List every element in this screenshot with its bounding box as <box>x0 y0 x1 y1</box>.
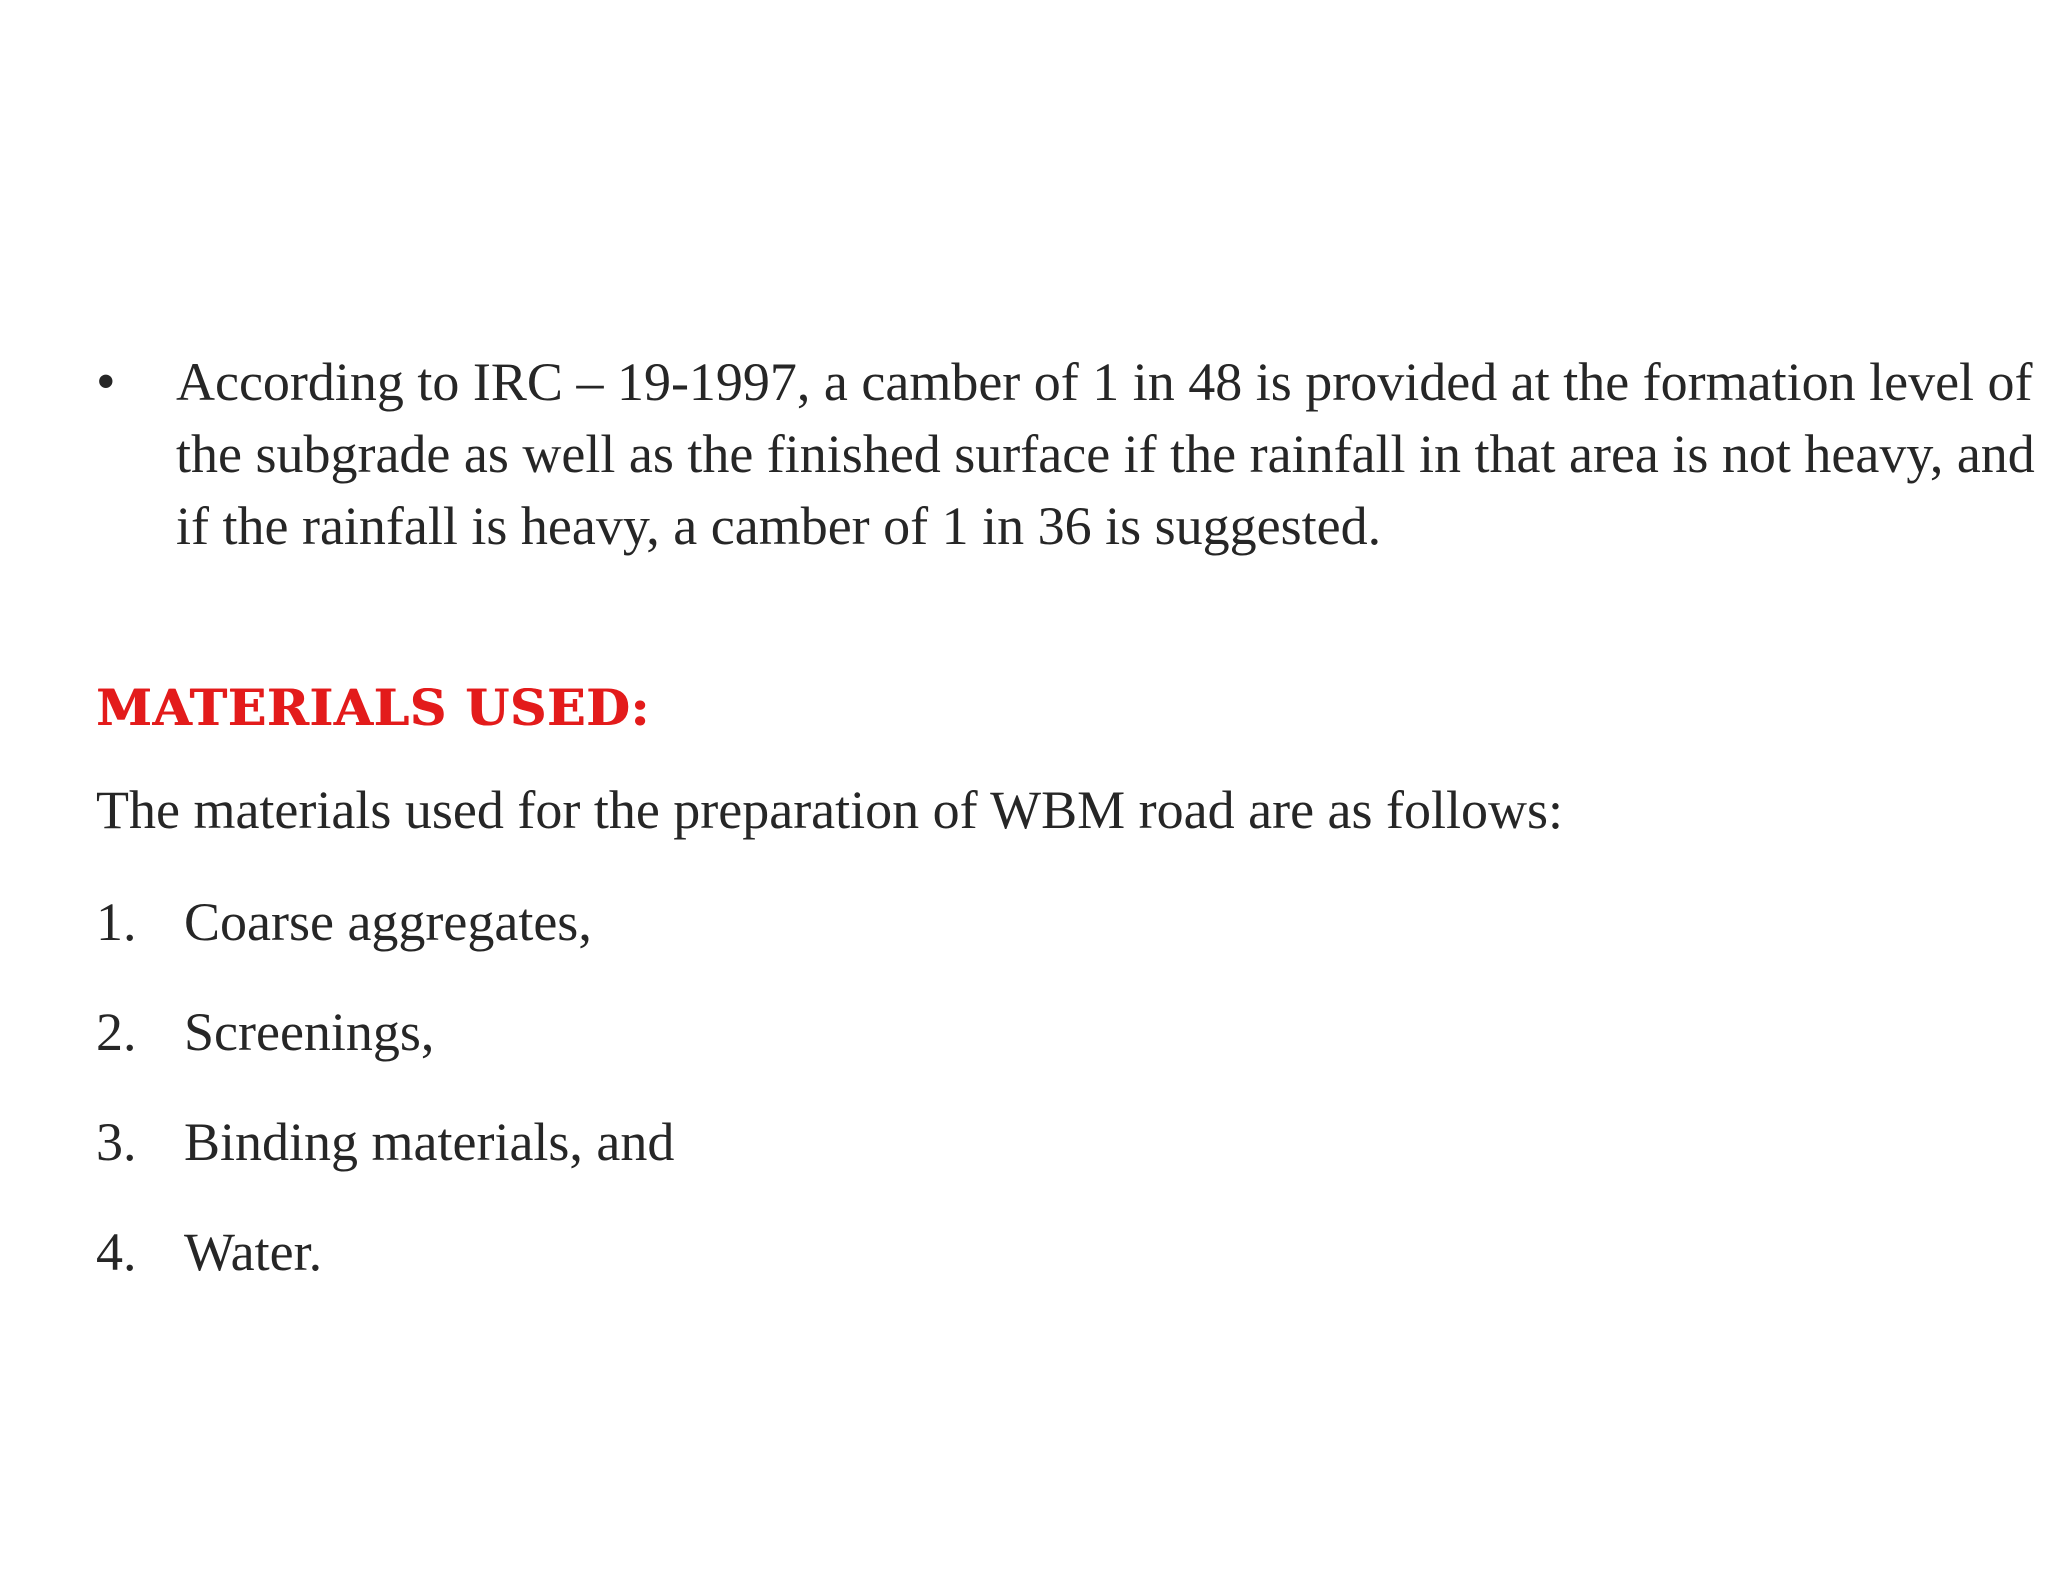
materials-intro-text: The materials used for the preparation of WBM road are as follows: <box>96 780 1564 840</box>
materials-used-heading: MATERIALS USED: <box>96 678 650 737</box>
list-item-label: Screenings, <box>184 1002 435 1062</box>
list-item <box>96 996 674 1106</box>
camber-bullet-point <box>96 346 2035 562</box>
list-item-number: 1. <box>96 892 137 952</box>
list-item-label: Binding materials, and <box>184 1112 675 1172</box>
list-item-number: 3. <box>96 1112 137 1172</box>
camber-bullet-text: According to IRC – 19-1997, a camber of 1 in 48 is provided at the formation level of the subgrade as well as the finished surface if the rainfall in that area is not heavy, and if the rainfall is heavy, a camber of 1 in 36 is suggested. <box>176 352 2035 556</box>
materials-list <box>96 886 674 1326</box>
list-item-label: Water. <box>184 1222 323 1282</box>
list-item-number: 2. <box>96 1002 137 1062</box>
list-item <box>96 1106 674 1216</box>
bullet-marker: • <box>96 351 116 413</box>
list-item-number: 4. <box>96 1222 137 1282</box>
list-item <box>96 886 674 996</box>
list-item <box>96 1216 674 1326</box>
list-item-label: Coarse aggregates, <box>184 892 592 952</box>
